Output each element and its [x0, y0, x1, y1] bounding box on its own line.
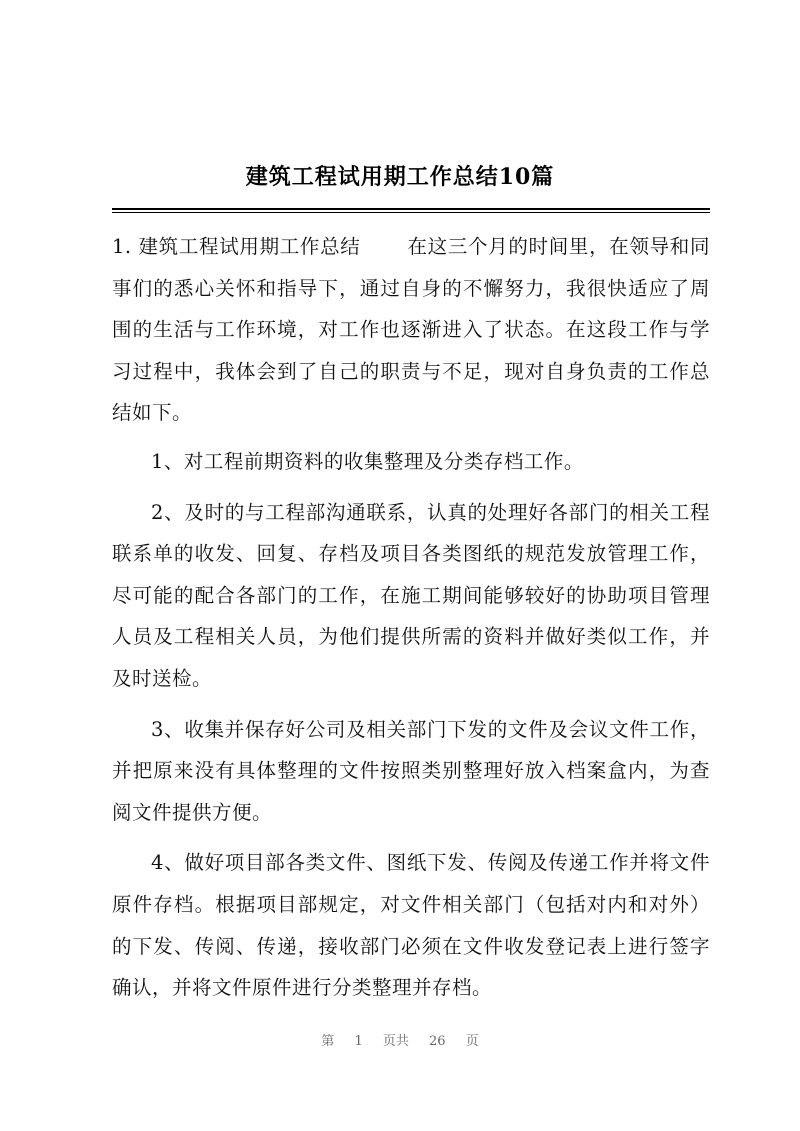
footer-page-middle: 页共	[382, 1034, 409, 1049]
intro-heading: 1. 建筑工程试用期工作总结	[112, 235, 361, 258]
title-rule-thin	[112, 212, 710, 213]
document-title: 建筑工程试用期工作总结10篇	[245, 164, 555, 190]
body-paragraph-3: 3、收集并保存好公司及相关部门下发的文件及会议文件工作，并把原来没有具体整理的文件按照类别整理好放入档案盒内，为查阅文件提供方便。	[112, 717, 710, 824]
page-footer	[0, 1030, 800, 1049]
body-paragraph-4: 4、做好项目部各类文件、图纸下发、传阅及传递工作并将文件原件存档。根据项目部规定，对文件相关部门（包括对内和对外）的下发、传阅、传递，接收部门必须在文件收发登记表上进行签字确认，并将文件原件进行分类整理并存档。	[112, 851, 710, 1000]
footer-total-pages: 26	[429, 1034, 446, 1049]
footer-page-number: 1	[354, 1034, 363, 1049]
title-rule-thick	[112, 208, 710, 210]
document-body	[112, 226, 710, 1018]
footer-page-prefix: 第	[321, 1034, 335, 1049]
body-paragraph-2: 2、及时的与工程部沟通联系，认真的处理好各部门的相关工程联系单的收发、回复、存档及项目各类图纸的规范发放管理工作，尽可能的配合各部门的工作，在施工期间能够较好的协助项目管理人员及工程相关人员，为他们提供所需的资料并做好类似工作，并及时送检。	[112, 500, 710, 690]
intro-paragraph	[112, 226, 710, 434]
footer-page-suffix: 页	[465, 1034, 479, 1049]
intro-text: 在这三个月的时间里，在领导和同事们的悉心关怀和指导下，通过自身的不懈努力，我很快适应了周围的生活与工作环境，对工作也逐渐进入了状态。在这段工作与学习过程中，我体会到了自己的职责与不足，现对自身负责的工作总结如下。	[112, 235, 710, 425]
body-paragraph-1: 1、对工程前期资料的收集整理及分类存档工作。	[151, 449, 584, 473]
